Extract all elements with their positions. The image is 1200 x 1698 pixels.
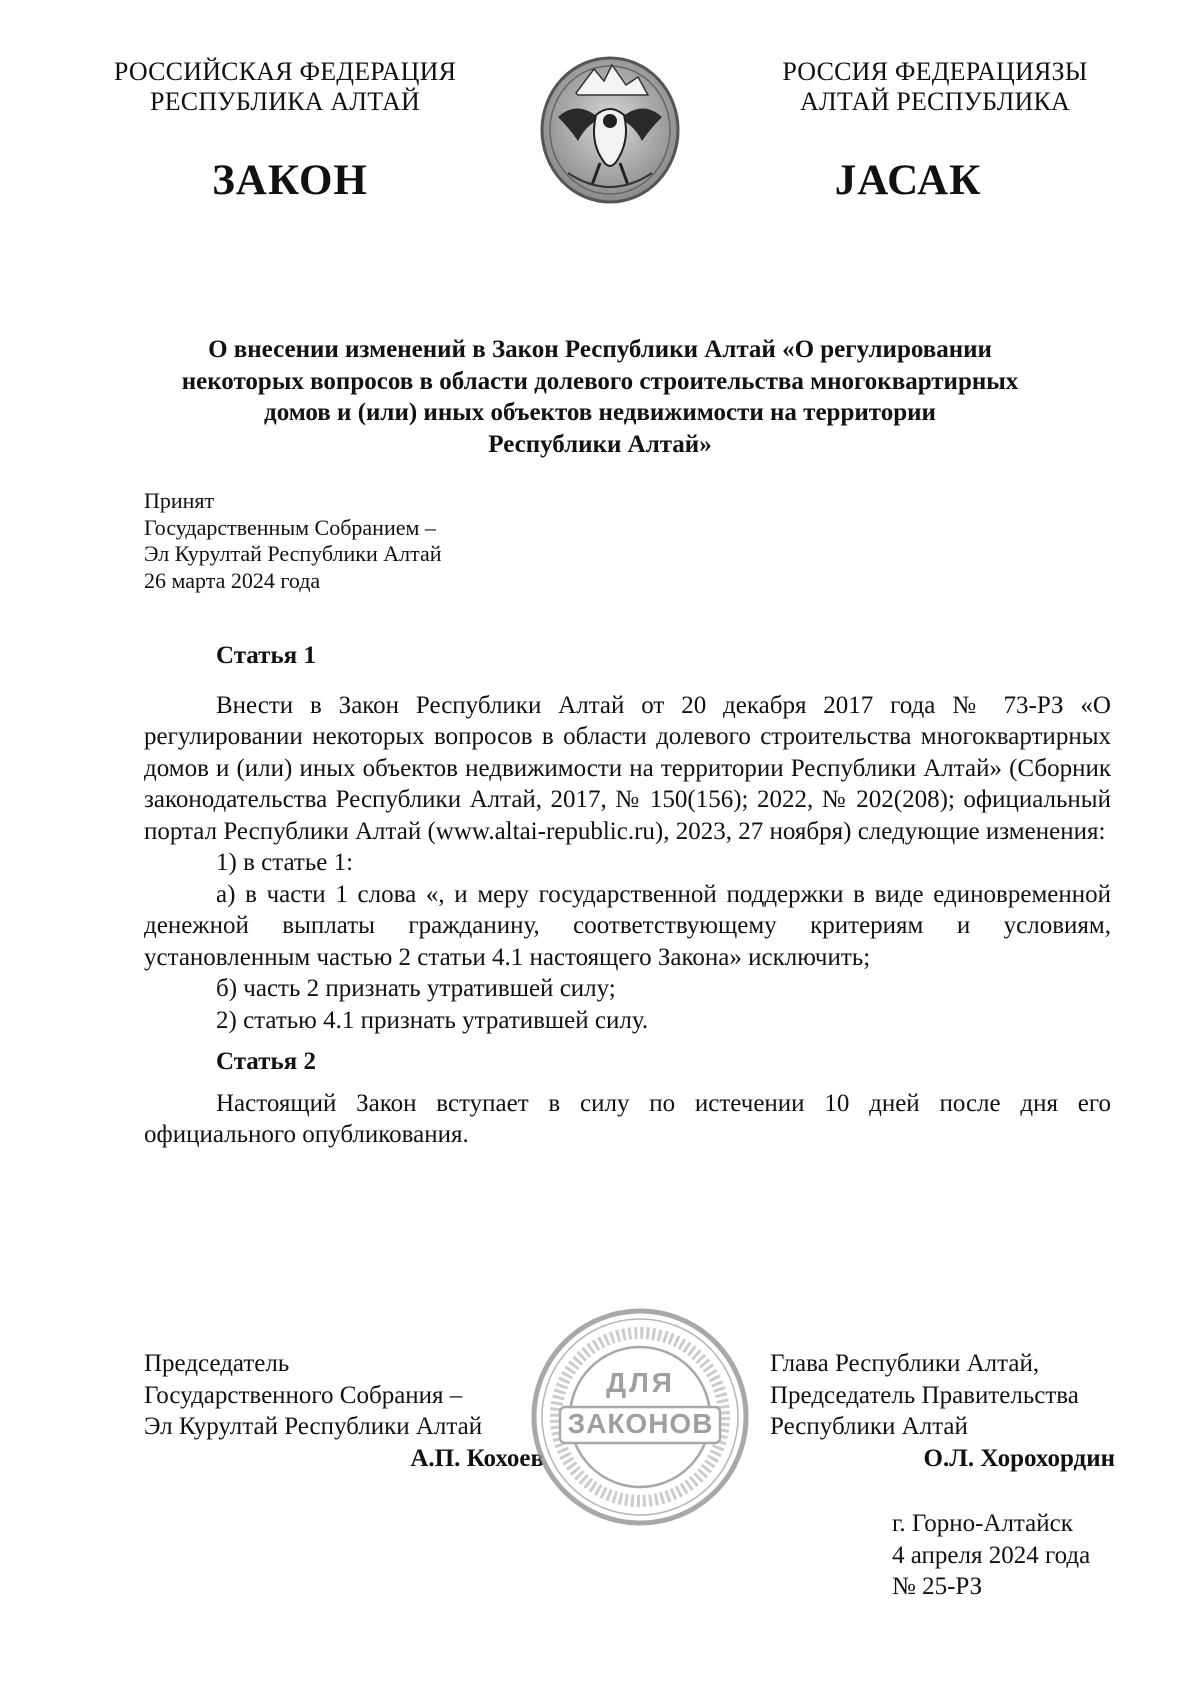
header-left-line1: РОССИЙСКАЯ ФЕДЕРАЦИЯ — [113, 57, 457, 86]
adopted-line2: Государственным Собранием – — [144, 514, 436, 540]
official-stamp — [528, 1305, 753, 1530]
footer-date: 4 апреля 2024 года — [892, 1541, 1091, 1569]
footer-number: № 25-РЗ — [892, 1573, 983, 1600]
footer-info — [892, 1508, 1152, 1603]
signature-right — [770, 1348, 1130, 1474]
sig-left-line3: Эл Курултай Республики Алтай — [144, 1413, 483, 1440]
signature-left — [144, 1348, 544, 1474]
title-line1: О внесении изменений в Закон Республики Алтай «О регулировании — [208, 336, 992, 363]
stamp-line1: ДЛЯ — [606, 1367, 675, 1398]
header-left-line2: РЕСПУБЛИКА АЛТАЙ — [150, 87, 420, 116]
sig-right-line1: Глава Республики Алтай, — [770, 1350, 1040, 1377]
document-title — [120, 334, 1080, 460]
altai-emblem-icon — [538, 55, 682, 205]
sig-right-line2: Председатель Правительства — [770, 1381, 1079, 1409]
adopted-line1: Принят — [144, 488, 215, 513]
law-title-alt: JАСАК — [834, 157, 982, 204]
adopted-line3: Эл Курултай Республики Алтай — [144, 541, 442, 566]
header-left — [85, 57, 485, 117]
article1-item1a: а) в части 1 слова «, и меру государственной поддержки в виде единовременной денежной выплаты гражданину, соответствующему критериям и условиям, установленным частью 2 статьи 4.1 настоящего Закона» исключить; — [144, 880, 1111, 971]
law-body — [144, 640, 1111, 1151]
footer-city: г. Горно-Алтайск — [892, 1510, 1073, 1537]
title-line2: некоторых вопросов в области долевого строительства многоквартирных — [181, 367, 1019, 395]
article1-item1b: б) часть 2 признать утратившей силу; — [216, 975, 616, 1002]
sig-left-line1: Председатель — [144, 1350, 290, 1377]
article1-item2: 2) статью 4.1 признать утратившей силу. — [216, 1006, 649, 1034]
article2-heading: Статья 2 — [216, 1048, 316, 1075]
sig-right-name: О.Л. Хорохордин — [923, 1444, 1115, 1472]
sig-left-name: А.П. Кохоев — [410, 1444, 544, 1472]
header-right-line1: РОССИЯ ФЕДЕРАЦИЯЗЫ — [782, 57, 1088, 86]
stamp-line2: ЗАКОНОВ — [567, 1408, 714, 1439]
sig-left-line2: Государственного Собрания – — [144, 1381, 463, 1409]
title-line3: домов и (или) иных объектов недвижимости на территории — [264, 399, 936, 426]
adoption-note — [144, 488, 442, 594]
article2-text: Настоящий Закон вступает в силу по истечении 10 дней после дня его официального опубликования. — [144, 1089, 1111, 1148]
header-right — [735, 57, 1135, 117]
article1-intro: Внести в Закон Республики Алтай от 20 декабря 2017 года № 73-РЗ «О регулировании некоторых вопросов в области долевого строительства многоквартирных домов и (или) иных объектов недвижимости на территории Республики Алтай» (Сборник законодательства Республики Алтай, 2017, № 150(156); 2022, № 202(208); официальный портал Республики Алтай (www.altai-republic.ru), 2023, 27 ноября) следующие изменения: — [144, 691, 1111, 845]
article1-heading: Статья 1 — [216, 642, 316, 669]
adopted-line4: 26 марта 2024 года — [144, 567, 321, 593]
title-line4: Республики Алтай» — [488, 430, 712, 458]
law-title-ru: ЗАКОН — [212, 157, 368, 204]
header-right-line2: АЛТАЙ РЕСПУБЛИКА — [800, 87, 1070, 116]
article1-item1: 1) в статье 1: — [216, 849, 354, 876]
sig-right-line3: Республики Алтай — [770, 1413, 968, 1440]
